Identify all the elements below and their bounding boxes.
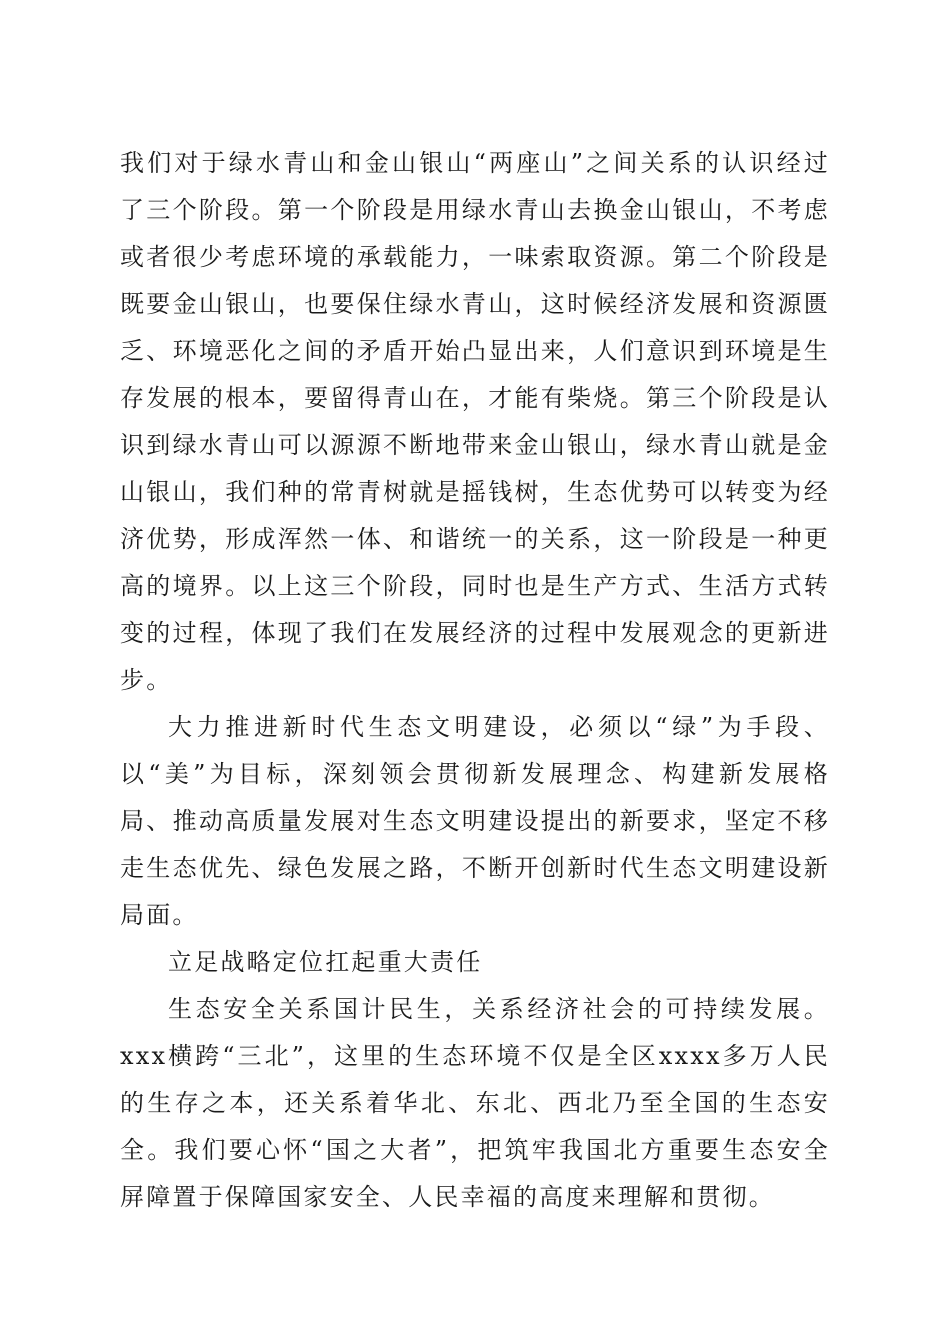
paragraph-ecological-security: 生态安全关系国计民生，关系经济社会的可持续发展。xxx横跨“三北”，这里的生态环境不仅是全区xxxx多万人民的生存之本，还关系着华北、东北、西北乃至全国的生态安全。我们要心怀“国之大者”，把筑牢我国北方重要生态安全屏障置于保障国家安全、人民幸福的高度来理解和贯彻。 xyxy=(120,995,830,1211)
paragraph-ecological-civilization: 大力推进新时代生态文明建设，必须以“绿”为手段、以“美”为目标，深刻领会贯彻新发展理念、构建新发展格局、推动高质量发展对生态文明建设提出的新要求，坚定不移走生态优先、绿色发展之路，不断开创新时代生态文明建设新局面。 xyxy=(120,713,830,929)
section-heading: 立足战略定位扛起重大责任 xyxy=(168,948,483,976)
document-body xyxy=(120,140,830,1221)
paragraph-two-mountains: 我们对于绿水青山和金山银山“两座山”之间关系的认识经过了三个阶段。第一个阶段是用绿水青山去换金山银山，不考虑或者很少考虑环境的承载能力，一味索取资源。第二个阶段是既要金山银山，也要保住绿水青山，这时候经济发展和资源匮乏、环境恶化之间的矛盾开始凸显出来，人们意识到环境是生存发展的根本，要留得青山在，才能有柴烧。第三个阶段是认识到绿水青山可以源源不断地带来金山银山，绿水青山就是金山银山，我们种的常青树就是摇钱树，生态优势可以转变为经济优势，形成浑然一体、和谐统一的关系，这一阶段是一种更高的境界。以上这三个阶段，同时也是生产方式、生活方式转变的过程，体现了我们在发展经济的过程中发展观念的更新进步。 xyxy=(120,149,830,694)
